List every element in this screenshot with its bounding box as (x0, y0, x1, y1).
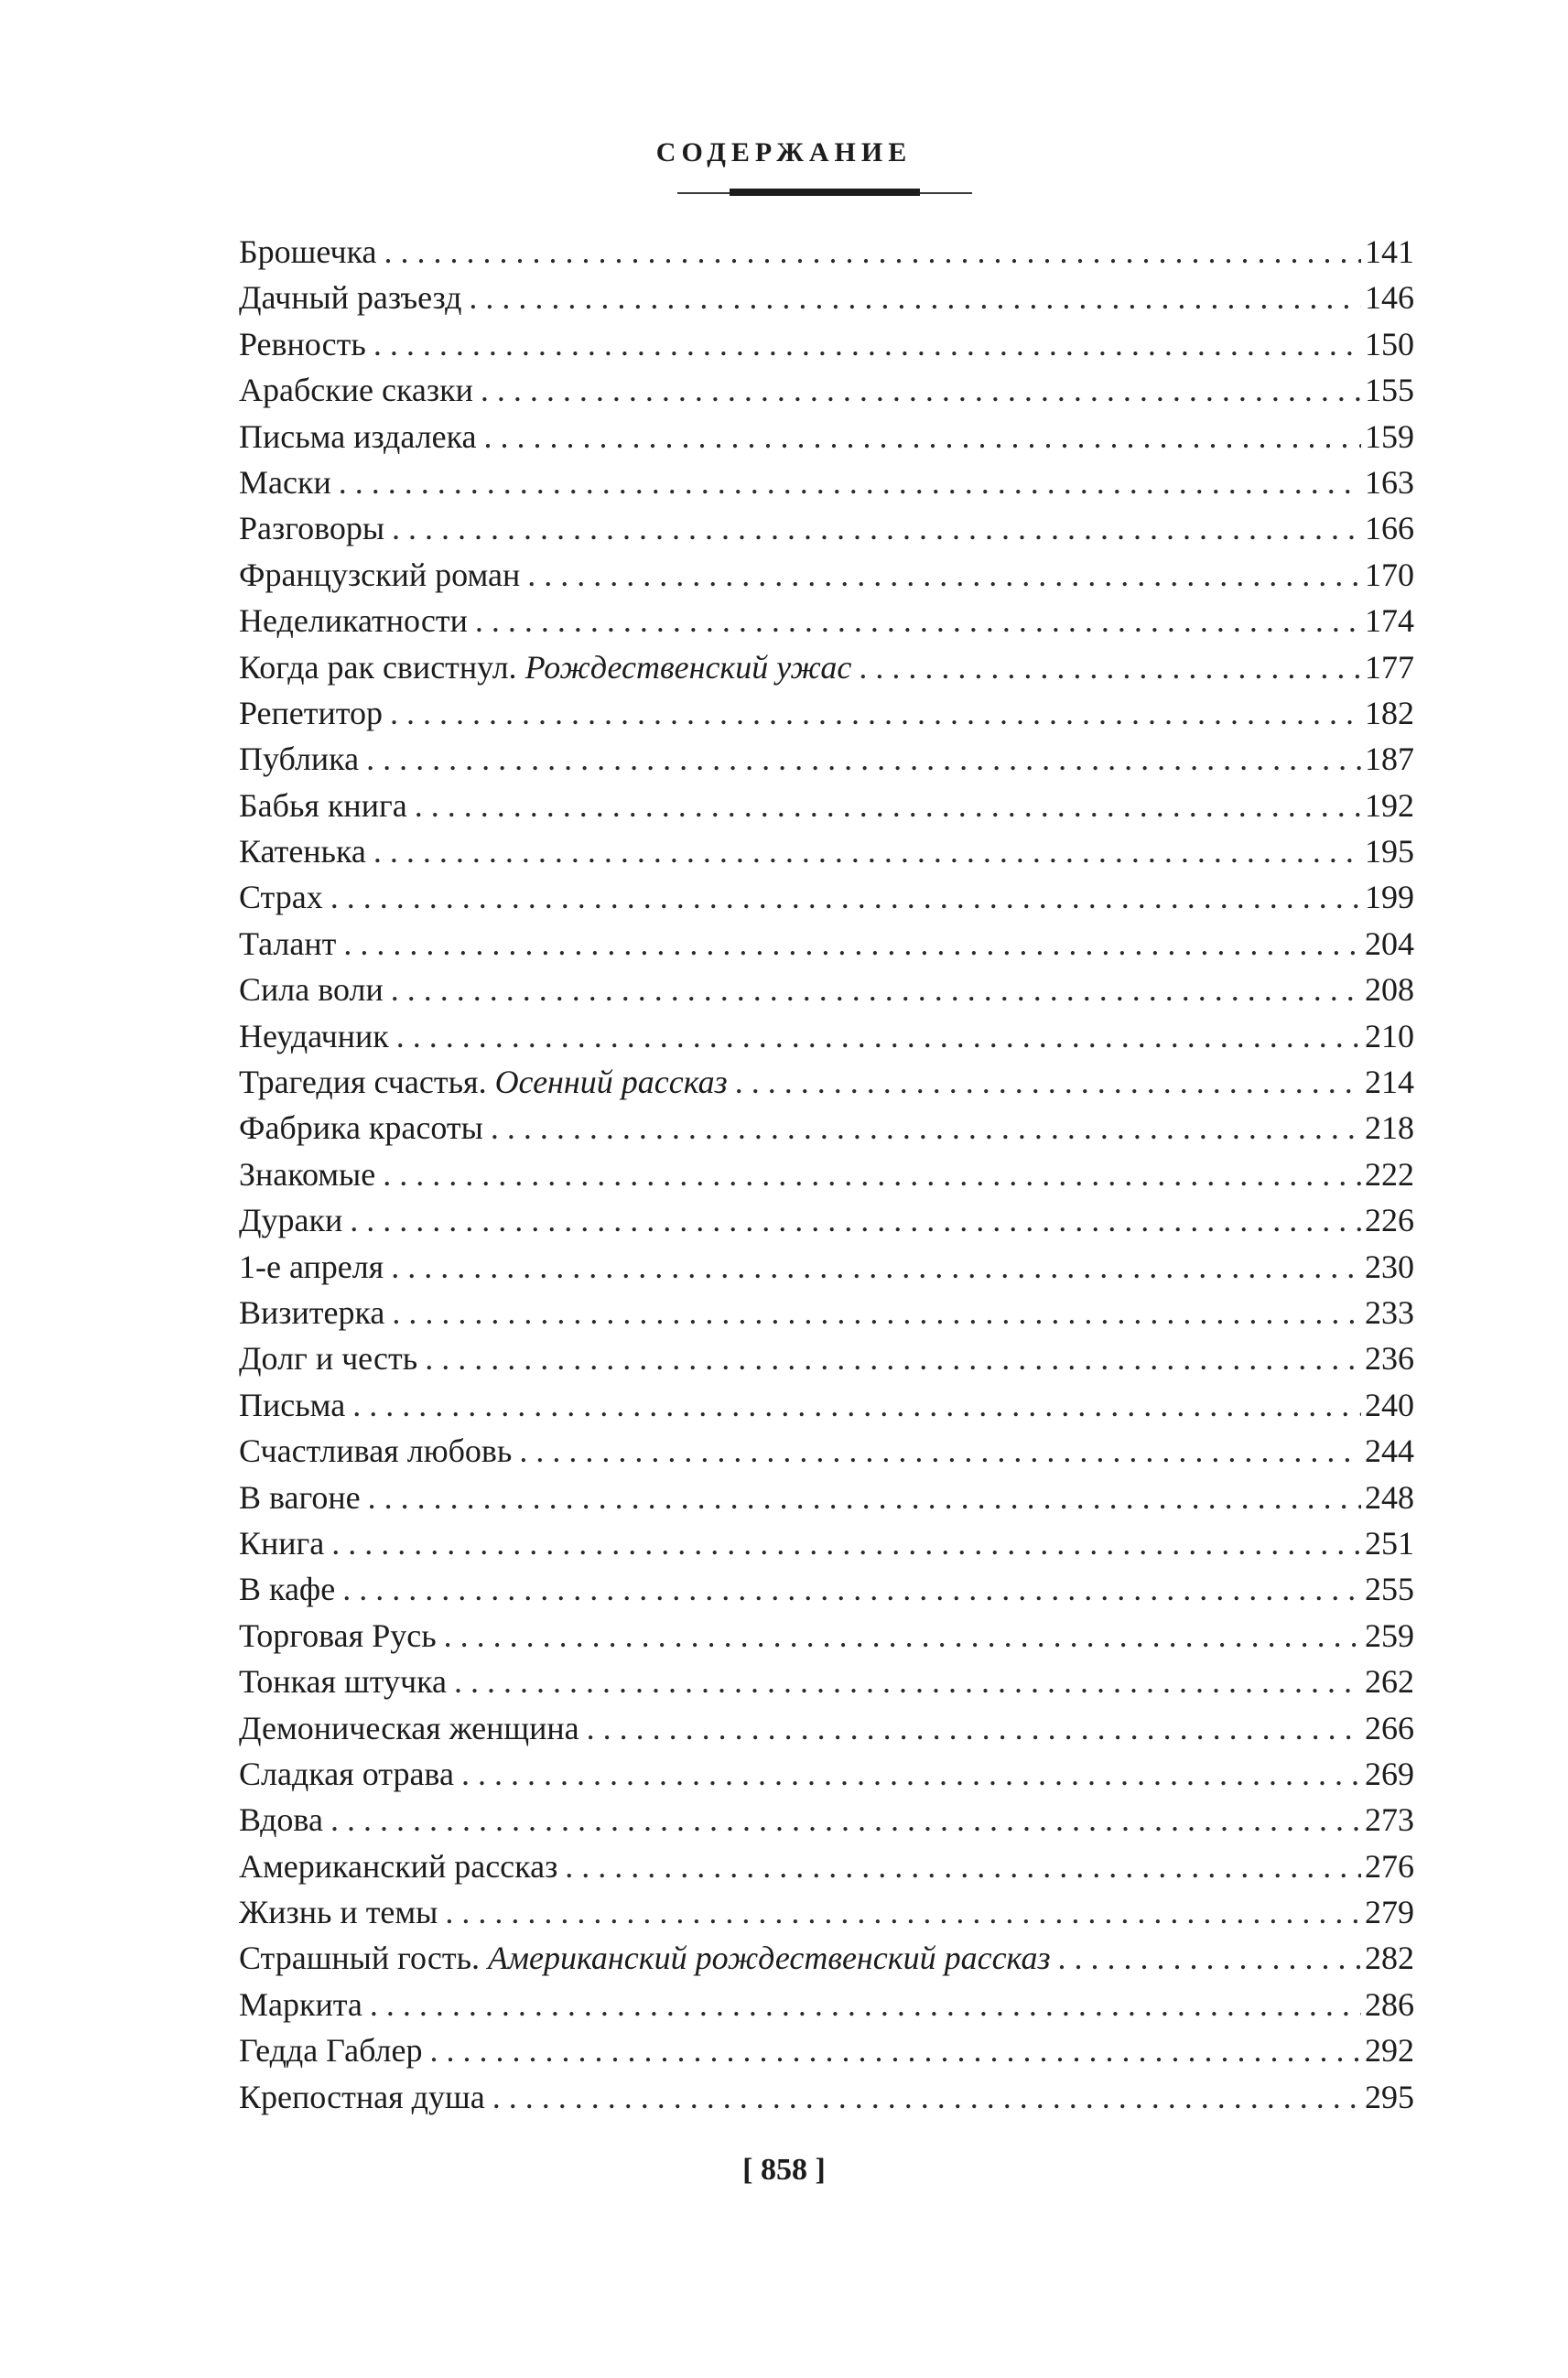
toc-entry-main-title: Вдова (239, 1801, 323, 1839)
toc-entry (239, 1244, 1414, 1290)
toc-entry (239, 1105, 1414, 1151)
toc-entry (239, 2027, 1414, 2073)
toc-entry-page-number: 208 (1365, 971, 1414, 1009)
toc-entry (239, 1197, 1414, 1243)
toc-entry (239, 1889, 1414, 1935)
toc-entry (239, 414, 1414, 459)
toc-entry-page-number: 192 (1365, 786, 1414, 824)
dot-leader (392, 1290, 1361, 1335)
toc-entry-title (239, 1520, 324, 1566)
toc-entry-title (239, 229, 377, 275)
toc-entry-page-number: 146 (1365, 279, 1414, 317)
toc-entry-main-title: В кафе (239, 1571, 336, 1608)
toc-entry-page-number: 251 (1365, 1524, 1414, 1562)
toc-entry-main-title: Визитерка (239, 1293, 385, 1331)
toc-entry-main-title: Разговоры (239, 510, 385, 547)
dot-leader (565, 1843, 1361, 1889)
toc-entry-title (239, 1105, 483, 1151)
toc-entry-main-title: Книга (239, 1524, 325, 1562)
toc-entry-main-title: Когда рак свистнул. (239, 648, 517, 686)
toc-entry (239, 1935, 1414, 1981)
toc-entry-page-number: 170 (1365, 556, 1414, 593)
toc-entry-main-title: Знакомые (239, 1155, 376, 1193)
dot-leader (475, 598, 1361, 643)
toc-entry-main-title: Неделикатности (239, 602, 468, 640)
dot-leader (429, 2027, 1361, 2073)
dot-leader (373, 321, 1361, 367)
dot-leader (492, 2074, 1361, 2120)
dot-leader (491, 1105, 1361, 1151)
toc-entry-page-number: 155 (1365, 372, 1414, 409)
toc-entry-title (239, 2074, 485, 2120)
dot-leader (519, 1428, 1361, 1474)
toc-entry (239, 598, 1414, 643)
toc-entry (239, 367, 1414, 413)
toc-entry-title (239, 1659, 447, 1704)
toc-entry-title (239, 1013, 389, 1059)
toc-entry-title (239, 1705, 579, 1751)
toc-entry-page-number: 222 (1365, 1155, 1414, 1193)
toc-entry-title (239, 967, 384, 1012)
toc-entry-title (239, 1290, 384, 1335)
toc-entry-subtitle: Рождественский ужас (524, 648, 852, 686)
toc-entry-main-title: Страшный гость. (239, 1940, 481, 1977)
dot-leader (587, 1705, 1361, 1751)
dot-leader (383, 1151, 1361, 1197)
toc-entry-page-number: 177 (1365, 648, 1414, 686)
toc-entry-title (239, 2027, 422, 2073)
dot-leader (330, 1797, 1361, 1843)
toc-entry-main-title: Счастливая любовь (239, 1432, 513, 1470)
toc-entry (239, 1428, 1414, 1474)
toc-entry-page-number: 218 (1365, 1109, 1414, 1147)
toc-entry-main-title: Дачный разъезд (239, 279, 462, 317)
toc-entry (239, 736, 1414, 782)
toc-entry-page-number: 150 (1365, 325, 1414, 362)
toc-entry-title (239, 1382, 345, 1428)
toc-entry-main-title: Неудачник (239, 1017, 389, 1054)
toc-entry-title (239, 414, 477, 459)
toc-entry (239, 921, 1414, 967)
toc-entry-page-number: 195 (1365, 833, 1414, 870)
toc-entry-page-number: 244 (1365, 1432, 1414, 1470)
toc-entry (239, 1520, 1414, 1566)
toc-entry-page-number: 163 (1365, 463, 1414, 501)
toc-entry-page-number: 236 (1365, 1340, 1414, 1378)
toc-entry-main-title: Бабья книга (239, 786, 407, 824)
dot-leader (339, 459, 1361, 505)
toc-entry (239, 1705, 1414, 1751)
dot-leader (350, 1197, 1361, 1243)
toc-entry-page-number: 273 (1365, 1801, 1414, 1839)
toc-entry (239, 828, 1414, 874)
toc-entry (239, 321, 1414, 367)
toc-entry-main-title: Репетитор (239, 694, 384, 731)
dot-leader (1058, 1935, 1361, 1981)
toc-entry-page-number: 248 (1365, 1478, 1414, 1516)
toc-entry-main-title: Брошечка (239, 233, 377, 270)
dot-leader (392, 505, 1361, 551)
toc-entry-title (239, 505, 384, 551)
toc-entry (239, 783, 1414, 828)
toc-entry (239, 1290, 1414, 1335)
toc-entry-page-number: 262 (1365, 1663, 1414, 1701)
dot-leader (735, 1059, 1361, 1105)
dot-leader (352, 1382, 1361, 1428)
page-header (0, 137, 1568, 168)
toc-entry (239, 1843, 1414, 1889)
toc-entry (239, 1475, 1414, 1520)
toc-entry-main-title: Трагедия счастья. (239, 1064, 487, 1101)
header-rule-accent (730, 189, 920, 196)
toc-entry (239, 1659, 1414, 1704)
toc-entry-main-title: Дураки (239, 1202, 343, 1239)
toc-entry-title (239, 644, 851, 690)
toc-entry-main-title: Американский рассказ (239, 1847, 558, 1885)
toc-entry-page-number: 187 (1365, 740, 1414, 778)
toc-entry-main-title: Страх (239, 879, 323, 916)
toc-entry (239, 275, 1414, 320)
toc-entry-title (239, 690, 383, 736)
toc-entry-main-title: Французский роман (239, 556, 521, 593)
toc-entry-page-number: 182 (1365, 694, 1414, 731)
dot-leader (366, 736, 1361, 782)
toc-entry (239, 874, 1414, 920)
toc-entry (239, 505, 1414, 551)
toc-entry-page-number: 233 (1365, 1293, 1414, 1331)
dot-leader (527, 552, 1361, 598)
dot-leader (444, 1613, 1361, 1659)
toc-entry (239, 690, 1414, 736)
toc-entry-main-title: Маски (239, 463, 331, 501)
toc-entry-page-number: 259 (1365, 1616, 1414, 1654)
toc-entry-title (239, 1244, 384, 1290)
dot-leader (330, 874, 1361, 920)
toc-entry-page-number: 292 (1365, 2032, 1414, 2070)
toc-entry (239, 1982, 1414, 2027)
toc-entry-title (239, 1335, 417, 1381)
toc-entry-main-title: Талант (239, 924, 337, 962)
toc-entry-main-title: Жизнь и темы (239, 1894, 438, 1931)
toc-entry-main-title: Письма издалека (239, 417, 477, 455)
toc-entry (239, 1059, 1414, 1105)
dot-leader (461, 1751, 1361, 1797)
toc-entry-title (239, 921, 336, 967)
toc-entry-title (239, 736, 359, 782)
toc-entry-title (239, 828, 366, 874)
toc-entry-page-number: 286 (1365, 1985, 1414, 2023)
toc-entry (239, 1566, 1414, 1612)
dot-leader (391, 967, 1361, 1012)
toc-entry-title (239, 783, 407, 828)
toc-entry-page-number: 226 (1365, 1202, 1414, 1239)
toc-entry-page-number: 269 (1365, 1755, 1414, 1792)
toc-entry-subtitle: Осенний рассказ (494, 1064, 728, 1101)
dot-leader (368, 1475, 1361, 1520)
toc-entry-page-number: 240 (1365, 1386, 1414, 1423)
toc-entry-page-number: 279 (1365, 1894, 1414, 1931)
dot-leader (469, 275, 1361, 320)
toc-entry-title (239, 275, 461, 320)
toc-entry-page-number: 230 (1365, 1248, 1414, 1285)
toc-entry-page-number: 166 (1365, 510, 1414, 547)
toc-entry-page-number: 210 (1365, 1017, 1414, 1054)
dot-leader (859, 644, 1361, 690)
toc-entry (239, 1797, 1414, 1843)
toc-entry-title (239, 1797, 323, 1843)
toc-entry-main-title: Демоническая женщина (239, 1709, 579, 1746)
toc-entry (239, 967, 1414, 1012)
toc-entry-main-title: Торговая Русь (239, 1616, 437, 1654)
dot-leader (342, 1566, 1361, 1612)
dot-leader (384, 229, 1361, 275)
toc-entry (239, 1151, 1414, 1197)
toc-entry-main-title: Гедда Габлер (239, 2032, 423, 2070)
toc-entry (239, 1751, 1414, 1797)
dot-leader (343, 921, 1361, 967)
toc-entry-page-number: 282 (1365, 1940, 1414, 1977)
toc-entry-title (239, 1843, 557, 1889)
toc-entry (239, 552, 1414, 598)
dot-leader (390, 690, 1361, 736)
page-title: СОДЕРЖАНИЕ (655, 137, 913, 168)
dot-leader (445, 1889, 1361, 1935)
toc-entry-title (239, 1566, 335, 1612)
toc-entry-title (239, 1982, 362, 2027)
toc-entry-page-number: 266 (1365, 1709, 1414, 1746)
toc-entry (239, 459, 1414, 505)
dot-leader (331, 1520, 1361, 1566)
dot-leader (425, 1335, 1361, 1381)
dot-leader (396, 1013, 1361, 1059)
page-number: [ 858 ] (742, 2153, 826, 2187)
toc-entry-title (239, 1889, 438, 1935)
dot-leader (370, 1982, 1361, 2027)
toc-entry-main-title: В вагоне (239, 1478, 361, 1516)
dot-leader (481, 367, 1361, 413)
toc-entry-page-number: 174 (1365, 602, 1414, 640)
toc-entry-main-title: Крепостная душа (239, 2078, 485, 2115)
toc-entry-main-title: Катенька (239, 833, 366, 870)
toc-entry-page-number: 204 (1365, 924, 1414, 962)
toc-entry-page-number: 214 (1365, 1064, 1414, 1101)
dot-leader (415, 783, 1361, 828)
toc-entry (239, 1013, 1414, 1059)
toc-entry-title (239, 598, 468, 643)
toc-entry-title (239, 459, 331, 505)
toc-entry-title (239, 1151, 375, 1197)
toc-entry (239, 1382, 1414, 1428)
toc-entry-title (239, 874, 323, 920)
toc-entry-title (239, 1935, 1051, 1981)
toc-entry (239, 2074, 1414, 2120)
toc-entry-page-number: 295 (1365, 2078, 1414, 2115)
toc-entry (239, 229, 1414, 275)
toc-entry-main-title: Сила воли (239, 971, 384, 1009)
toc-entry-title (239, 1059, 728, 1105)
toc-entry-main-title: Публика (239, 740, 360, 778)
toc-entry-main-title: Сладкая отрава (239, 1755, 454, 1792)
toc-entry-page-number: 159 (1365, 417, 1414, 455)
dot-leader (373, 828, 1361, 874)
toc-entry-main-title: Ревность (239, 325, 366, 362)
table-of-contents (239, 229, 1414, 2120)
toc-entry-title (239, 1475, 361, 1520)
toc-entry-page-number: 255 (1365, 1571, 1414, 1608)
toc-entry-title (239, 1613, 437, 1659)
toc-entry-main-title: Маркита (239, 1985, 362, 2023)
toc-entry-title (239, 1751, 454, 1797)
toc-entry-title (239, 552, 520, 598)
dot-leader (454, 1659, 1361, 1704)
toc-entry-main-title: Письма (239, 1386, 346, 1423)
toc-entry-title (239, 1197, 342, 1243)
toc-entry-subtitle: Американский рождественский рассказ (488, 1940, 1051, 1977)
toc-entry-main-title: Тонкая штучка (239, 1663, 448, 1701)
toc-entry-main-title: Арабские сказки (239, 372, 473, 409)
toc-entry (239, 1613, 1414, 1659)
toc-entry (239, 1335, 1414, 1381)
dot-leader (391, 1244, 1361, 1290)
toc-entry-main-title: Долг и честь (239, 1340, 418, 1378)
toc-entry-main-title: Фабрика красоты (239, 1109, 483, 1147)
toc-entry (239, 644, 1414, 690)
toc-entry-page-number: 199 (1365, 879, 1414, 916)
toc-entry-title (239, 367, 473, 413)
toc-entry-page-number: 141 (1365, 233, 1414, 270)
toc-entry-page-number: 276 (1365, 1847, 1414, 1885)
toc-entry-title (239, 1428, 512, 1474)
dot-leader (484, 414, 1362, 459)
toc-entry-title (239, 321, 366, 367)
toc-entry-main-title: 1-е апреля (239, 1248, 384, 1285)
